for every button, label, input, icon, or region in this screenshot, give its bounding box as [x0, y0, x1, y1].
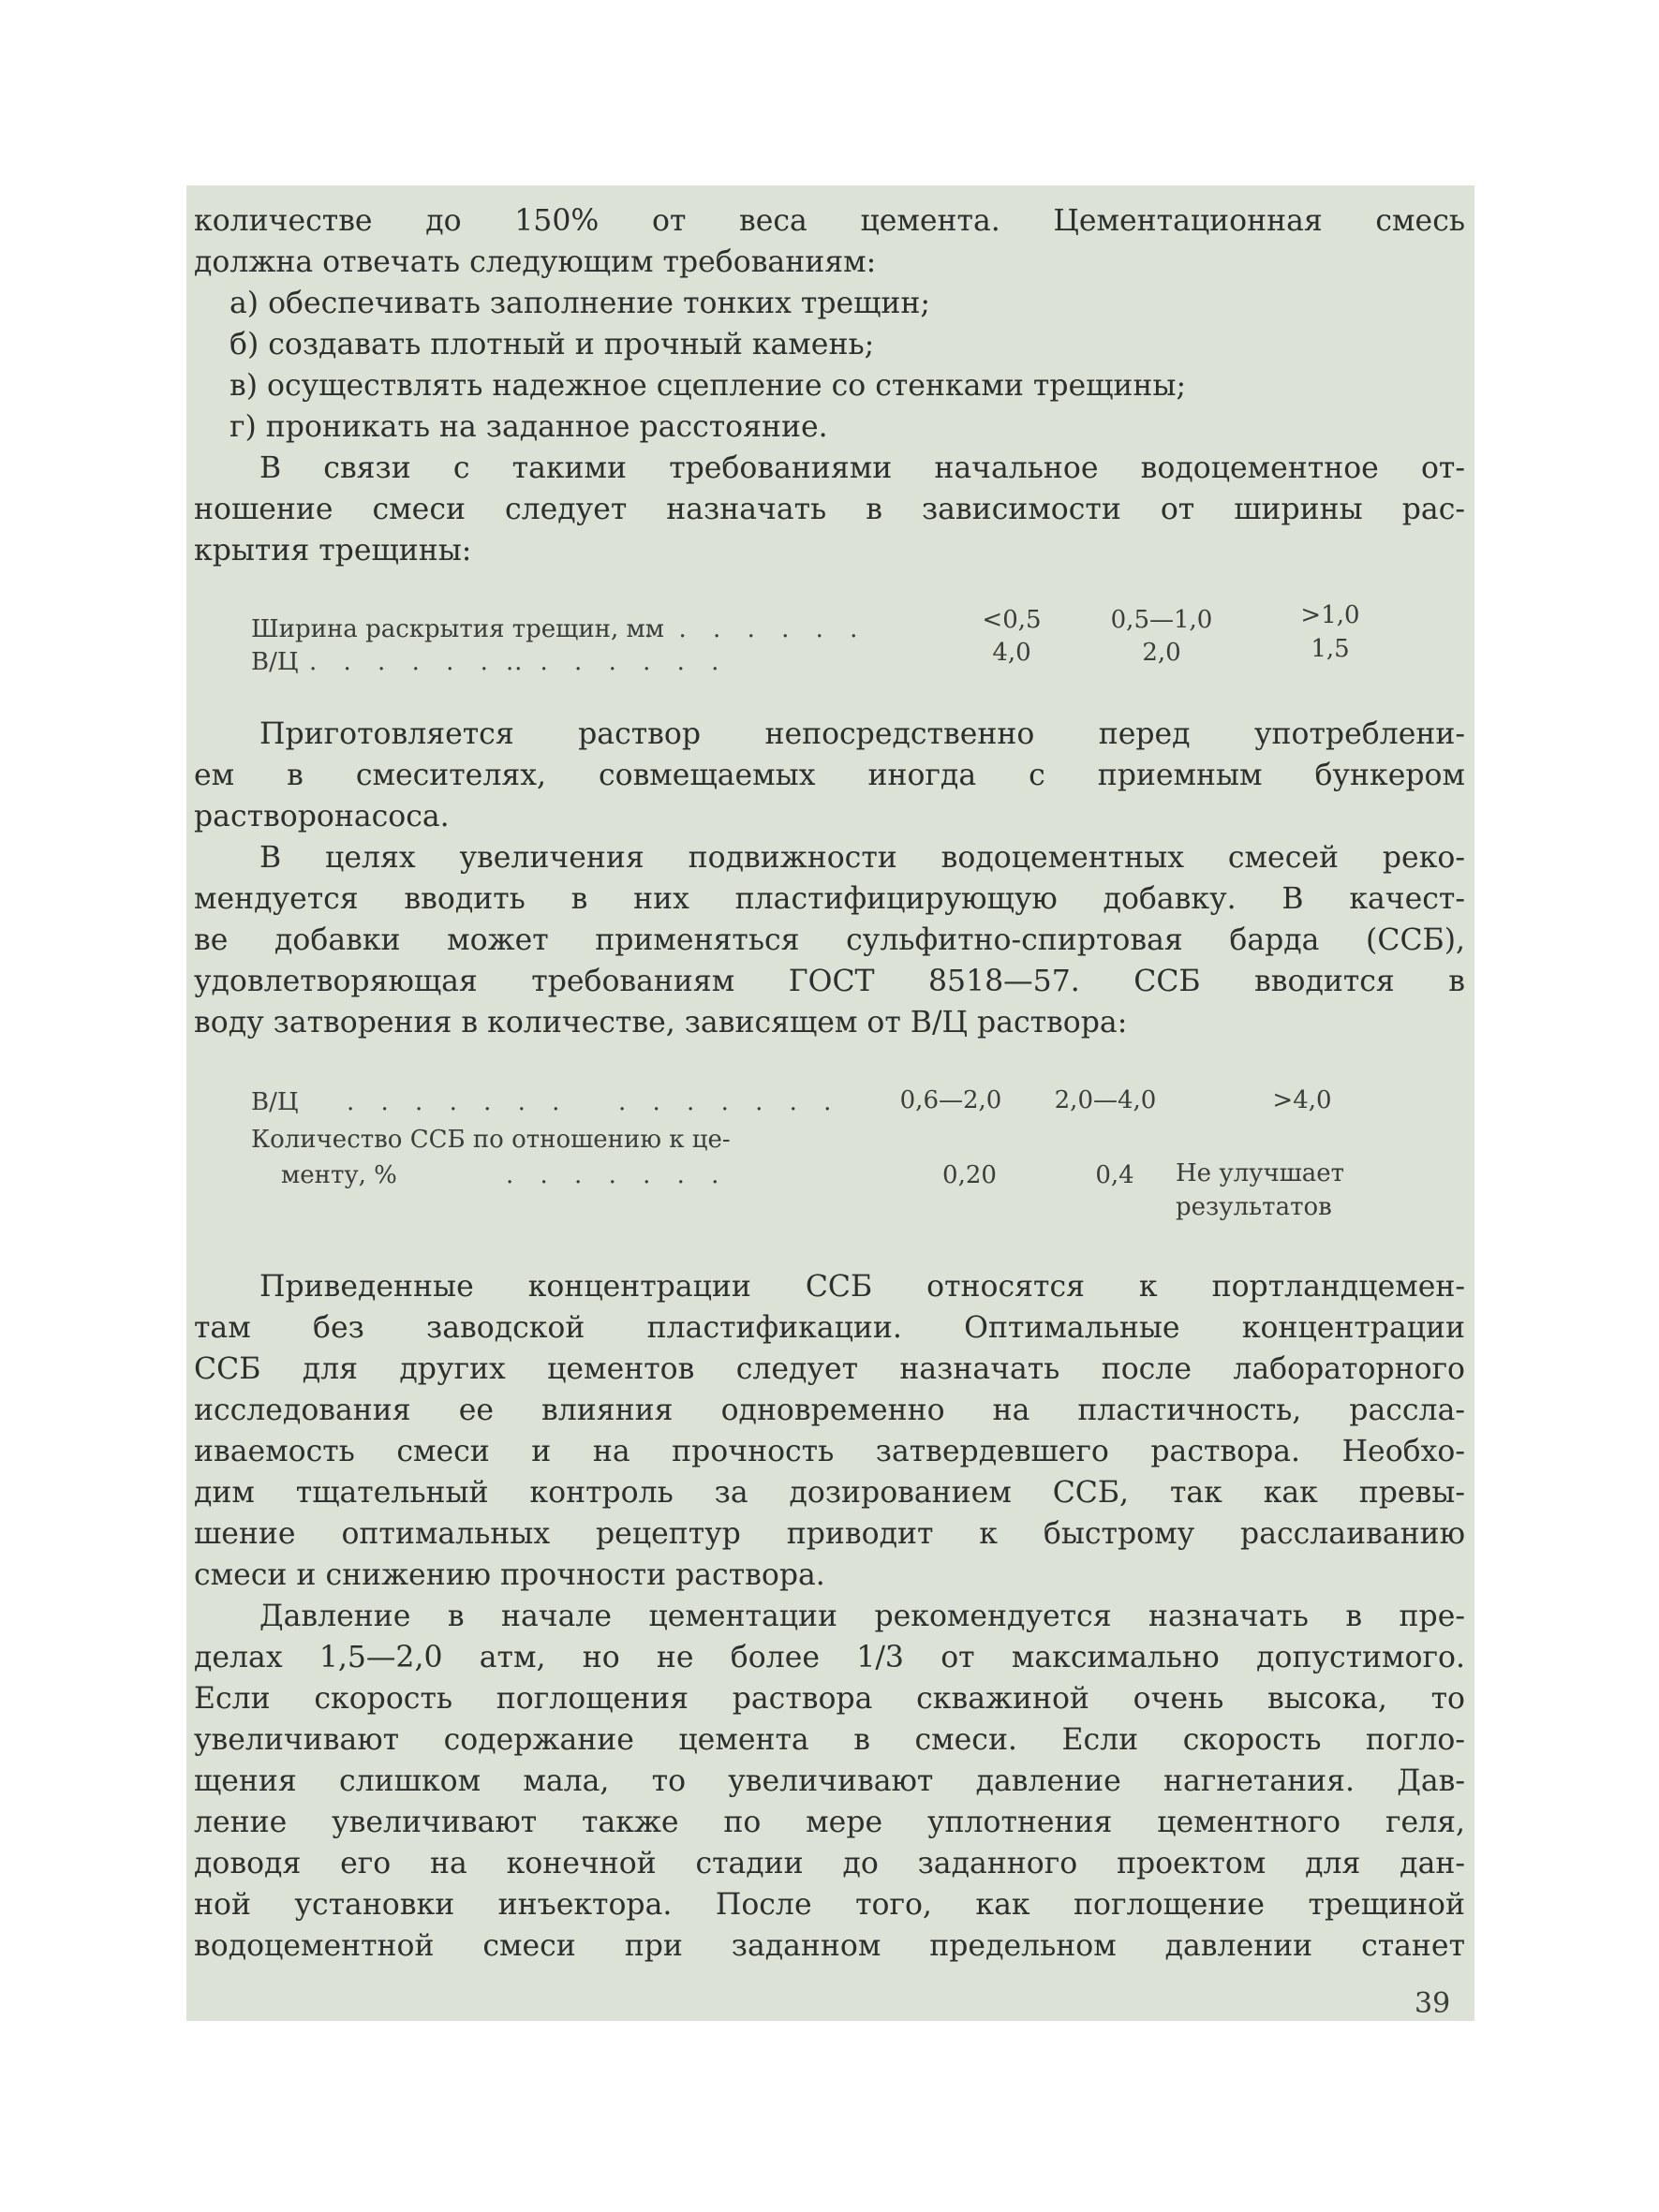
text-line: Приготовляется раствор непосредственно перед употреблени- — [259, 717, 1465, 751]
text-line: В целях увеличения подвижности водоцементных смесей реко- — [259, 841, 1465, 875]
text-line: ве добавки может применяться сульфитно-спиртовая барда (ССБ), — [194, 923, 1465, 957]
table-cell: 2,0 — [1142, 639, 1181, 667]
paragraph-2 — [194, 448, 1465, 571]
paragraph-1 — [194, 200, 1465, 283]
text-line: удовлетворяющая требованиям ГОСТ 8518—57. ССБ вводится в — [194, 965, 1465, 998]
text-line: растворонасоса. — [194, 800, 450, 833]
table-cell: результатов — [1176, 1193, 1332, 1221]
text-line: там без заводской пластификации. Оптимальные концентрации — [194, 1311, 1465, 1345]
text-line: Если скорость поглощения раствора скважиной очень высока, то — [194, 1682, 1465, 1716]
text-line: воду затворения в количестве, зависящем от В/Ц раствора: — [194, 1006, 1128, 1040]
text-line: смеси и снижению прочности раствора. — [194, 1558, 825, 1592]
text-line: ССБ для других цементов следует назначать после лабораторного — [194, 1352, 1465, 1386]
text-line: должна отвечать следующим требованиям: — [194, 245, 877, 279]
table-cell: 0,20 — [942, 1161, 997, 1189]
text-line: иваемость смеси и на прочность затвердевшего раствора. Необхо- — [194, 1435, 1465, 1468]
paragraph-4 — [194, 837, 1465, 1043]
dot-leader: . . . . . . . — [309, 648, 532, 676]
table-cell: Не улучшает — [1176, 1159, 1345, 1187]
text-line: ной установки инъектора. После того, как поглощение трещиной — [194, 1888, 1465, 1922]
text-line: делах 1,5—2,0 атм, но не более 1/3 от максимально допустимого. — [194, 1641, 1465, 1674]
text-line: мендуется вводить в них пластифицирующую добавку. В качест- — [194, 882, 1465, 916]
text-line: доводя его на конечной стадии до заданного проектом для дан- — [194, 1847, 1465, 1880]
text-line: щения слишком мала, то увеличивают давление нагнетания. Дав- — [194, 1764, 1465, 1798]
text-line: шение оптимальных рецептур приводит к быстрому расслаиванию — [194, 1517, 1465, 1551]
text-line: крытия трещины: — [194, 534, 472, 568]
dot-leader: . . . . . . . — [347, 1088, 570, 1116]
text-line: Приведенные концентрации ССБ относятся к портландцемен- — [259, 1270, 1465, 1304]
table-label: Ширина раскрытия трещин, мм — [251, 615, 664, 643]
list-item: г) проникать на заданное расстояние. — [230, 410, 828, 444]
requirements-list — [194, 283, 1465, 448]
text-line: увеличивают содержание цемента в смеси. Если скорость погло- — [194, 1723, 1465, 1757]
list-item: а) обеспечивать заполнение тонких трещин; — [230, 287, 931, 320]
paragraph-5 — [194, 1266, 1465, 1596]
list-item: б) создавать плотный и прочный камень; — [230, 328, 875, 361]
text-line: дим тщательный контроль за дозированием ССБ, так как превы- — [194, 1476, 1465, 1510]
text-line: ем в смесителях, совмещаемых иногда с приемным бункером — [194, 759, 1465, 792]
dot-leader: . . . . . . . — [506, 648, 729, 676]
text-line: ление увеличивают также по мере уплотнения цементного геля, — [194, 1806, 1465, 1839]
table-label: В/Ц — [251, 648, 299, 676]
paragraph-3 — [194, 714, 1465, 837]
table-cell: 2,0—4,0 — [1054, 1086, 1157, 1114]
dot-leader: . . . . . . . — [618, 1088, 841, 1116]
table-cell: >1,0 — [1300, 601, 1360, 629]
paragraph-6 — [194, 1596, 1465, 1967]
table-label: В/Ц — [251, 1088, 299, 1116]
dot-leader: . . . . . . . — [506, 1161, 729, 1189]
text-line: В связи с такими требованиями начальное водоцементное от- — [259, 451, 1465, 485]
table-cell: 0,6—2,0 — [899, 1086, 1002, 1114]
text-line: водоцементной смеси при заданном предельном давлении станет — [194, 1929, 1465, 1963]
page-number: 39 — [1415, 1987, 1451, 2020]
table-label: менту, % — [281, 1161, 397, 1189]
dot-leader: . . . . . . . — [644, 615, 867, 643]
table-cell: 0,5—1,0 — [1110, 606, 1213, 634]
text-line: количестве до 150% от веса цемента. Цементационная смесь — [194, 204, 1465, 238]
table-cell: >4,0 — [1272, 1086, 1332, 1114]
table-cell: <0,5 — [982, 606, 1042, 634]
list-item: в) осуществлять надежное сцепление со стенками трещины; — [230, 369, 1187, 403]
table-cell: 0,4 — [1095, 1161, 1134, 1189]
text-line: ношение смеси следует назначать в зависимости от ширины рас- — [194, 493, 1465, 526]
table-cell: 1,5 — [1311, 635, 1350, 663]
text-line: исследования ее влияния одновременно на пластичность, рассла- — [194, 1394, 1465, 1427]
text-line: Давление в начале цементации рекомендуется назначать в пре- — [259, 1600, 1465, 1633]
table-label: Количество ССБ по отношению к це- — [251, 1126, 731, 1154]
table-cell: 4,0 — [992, 639, 1031, 667]
